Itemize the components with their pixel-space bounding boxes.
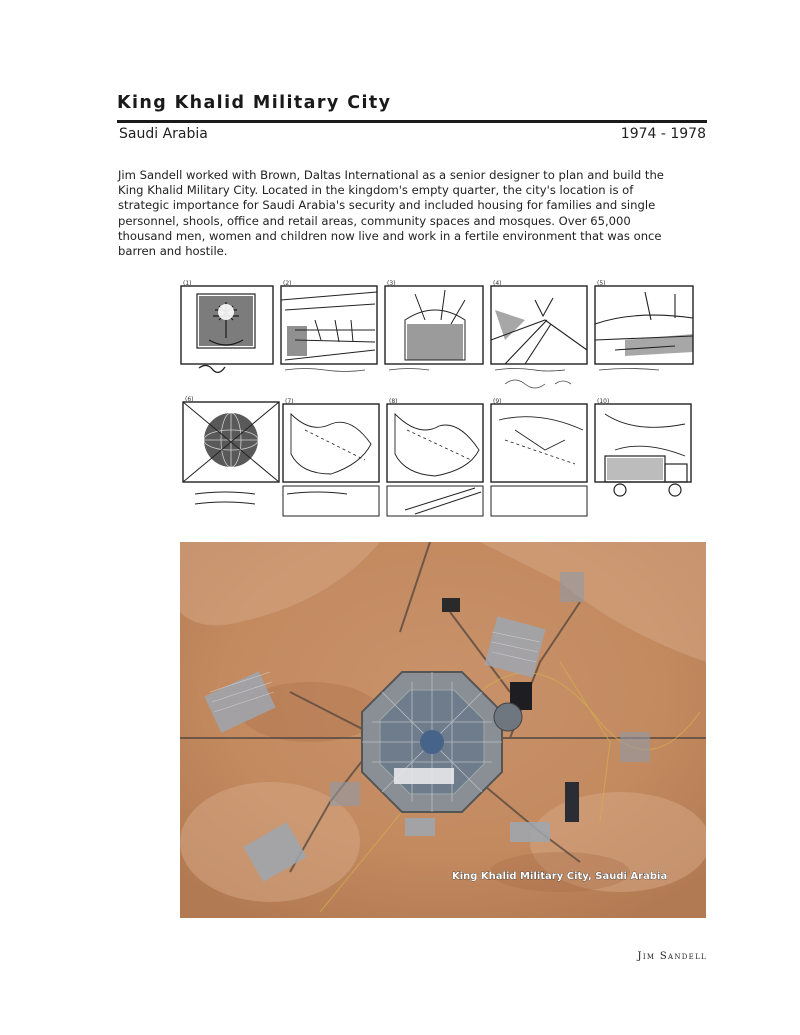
frame-label-4: (4) bbox=[493, 280, 502, 287]
storyboard-frame-9 bbox=[491, 404, 587, 482]
frame-label-2: (2) bbox=[283, 280, 292, 287]
frame-label-7: (7) bbox=[285, 398, 294, 405]
frame-label-5: (5) bbox=[597, 280, 606, 287]
frame-label-6: (6) bbox=[185, 396, 194, 403]
location-label: Saudi Arabia bbox=[119, 126, 208, 142]
author-name: Jim Sandell bbox=[637, 951, 707, 962]
frame-label-3: (3) bbox=[387, 280, 396, 287]
frame-label-8: (8) bbox=[389, 398, 398, 405]
frame-label-10: (10) bbox=[597, 398, 610, 405]
years-label: 1974 - 1978 bbox=[620, 126, 706, 142]
storyboard-frame-7 bbox=[283, 404, 379, 482]
author-footer bbox=[638, 951, 707, 962]
description-paragraph: Jim Sandell worked with Brown, Daltas International as a senior designer to plan and build the King Khalid Military City. Located in the kingdom's empty quarter, the city's location is of strategic importance for Saudi Arabia's security and included housing for families and single personnel, shools, office and retail areas, community spaces and mosques. Over 65,000 thousand men, women and children now live and work in a fertile environment that was once barren and hostile. bbox=[118, 168, 664, 259]
title-rule bbox=[117, 120, 707, 123]
frame-label-9: (9) bbox=[493, 398, 502, 405]
satellite-caption: King Khalid Military City, Saudi Arabia bbox=[452, 871, 668, 882]
frame-label-1: (1) bbox=[183, 280, 192, 287]
page-title: King Khalid Military City bbox=[117, 93, 392, 113]
satellite-image bbox=[180, 542, 706, 918]
storyboard-sketch bbox=[175, 280, 705, 520]
